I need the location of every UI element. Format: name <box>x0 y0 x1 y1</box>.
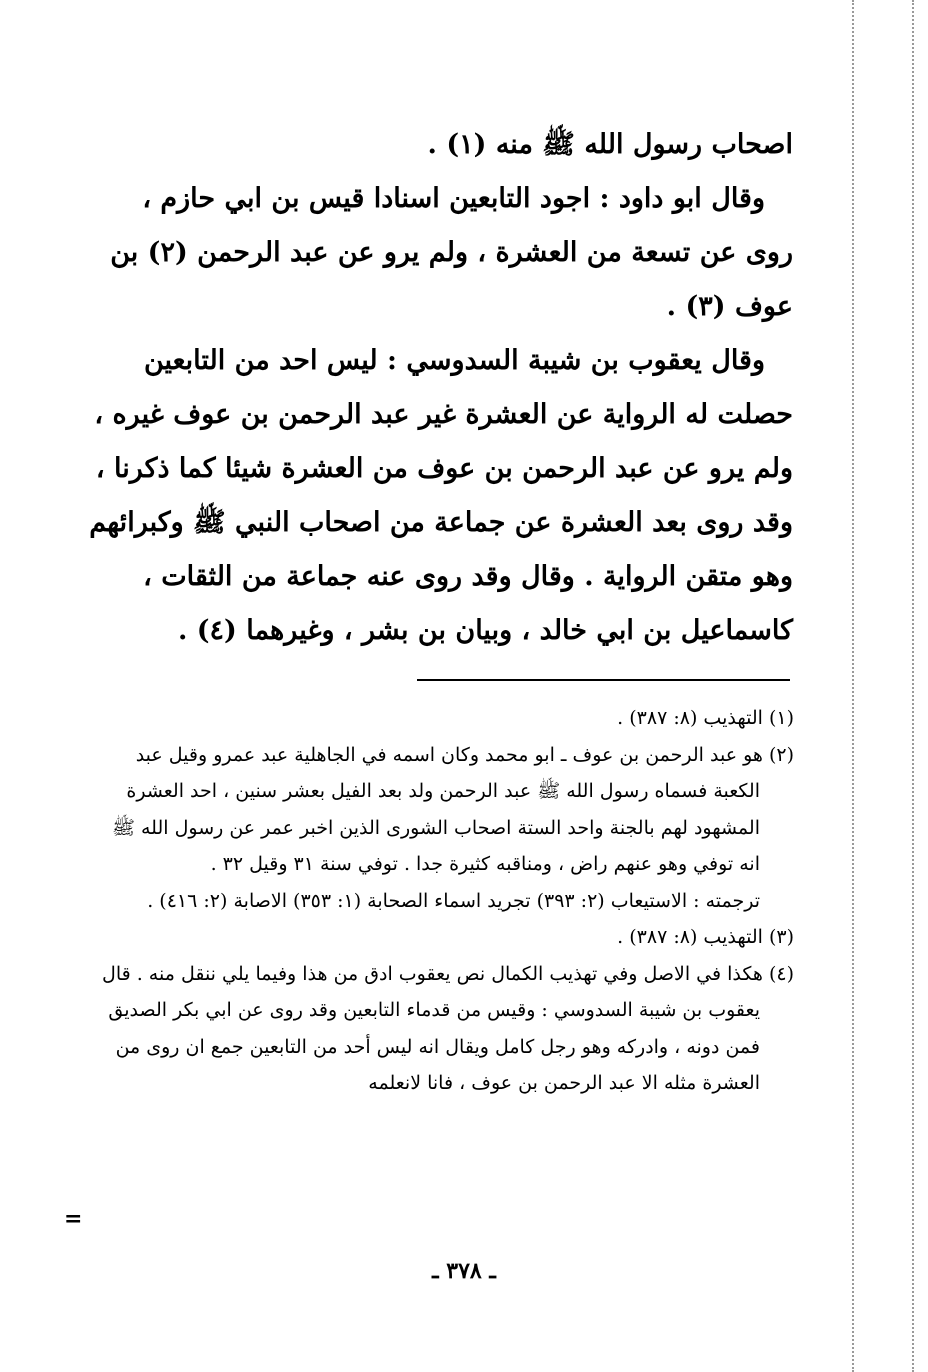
main-line-1: اصحاب رسول الله ﷺ منه (١) . <box>427 129 793 160</box>
footnote-2-references: ترجمته : الاستيعاب (٢: ٣٩٣) تجريد اسماء الصحابة (١: ٣٥٣) الاصابة (٢: ٤١٦) . <box>147 889 760 912</box>
footnote-separator <box>417 679 790 681</box>
footnote-2: (٢) هو عبد الرحمن بن عوف ـ ابو محمد وكان اسمه في الجاهلية عبد عمرو وقيل عبد الكعبة فسماه رسول الله ﷺ عبد الرحمن ولد بعد الفيل بعشر سنين ، احد العشرة المشهود لهم بالجنة واحد الستة اصحاب الشورى الذين اخبر عمر عن رسول الله ﷺ انه توفي وهو عنهم راض ، ومناقبه كثيرة جدا . توفي سنة ٣١ وقيل ٣٢ . <box>112 743 794 875</box>
main-paragraph-3: وقال يعقوب بن شيبة السدوسي : ليس احد من التابعين حصلت له الرواية عن العشرة غير عبد الرحمن بن عوف غيره ، ولم يرو عن عبد الرحمن بن عوف من العشرة شيئا كما ذكرنا ، وقد روى بعد العشرة عن جماعة من اصحاب النبي ﷺ وكبرائهم وهو متقن الرواية . وقال وقد روى عنه جماعة من الثقات ، كاسماعيل بن ابي خالد ، وبيان بن بشر ، وغيرهما (٤) . <box>89 345 793 646</box>
main-text <box>88 118 793 658</box>
main-paragraph-2: وقال ابو داود : اجود التابعين اسنادا قيس بن ابي حازم ، روى عن تسعة من العشرة ، ولم يرو عن عبد الرحمن (٢) بن عوف (٣) . <box>110 183 793 322</box>
footnote-1: (١) التهذيب (٨: ٣٨٧) . <box>617 707 794 729</box>
footnote-4: (٤) هكذا في الاصل وفي تهذيب الكمال نص يعقوب ادق من هذا وفيما يلي ننقل منه . قال يعقوب بن شيبة السدوسي : وقيس من قدماء التابعين وقد روى عن ابي بكر الصديق فمن دونه ، وادركه وهو رجل كامل ويقال انه ليس أحد من التابعين جمع ان روى من العشرة مثله الا عبد الرحمن بن عوف ، فانا لانعلمه <box>102 962 794 1094</box>
page-number: ـ ٣٧٨ ـ <box>432 1258 496 1284</box>
scan-edge-dots <box>852 0 854 1372</box>
scan-edge-dots <box>912 0 914 1372</box>
continues-mark: = <box>64 1206 83 1232</box>
footnote-3: (٣) التهذيب (٨: ٣٨٧) . <box>617 926 794 948</box>
footnotes <box>94 700 794 1102</box>
